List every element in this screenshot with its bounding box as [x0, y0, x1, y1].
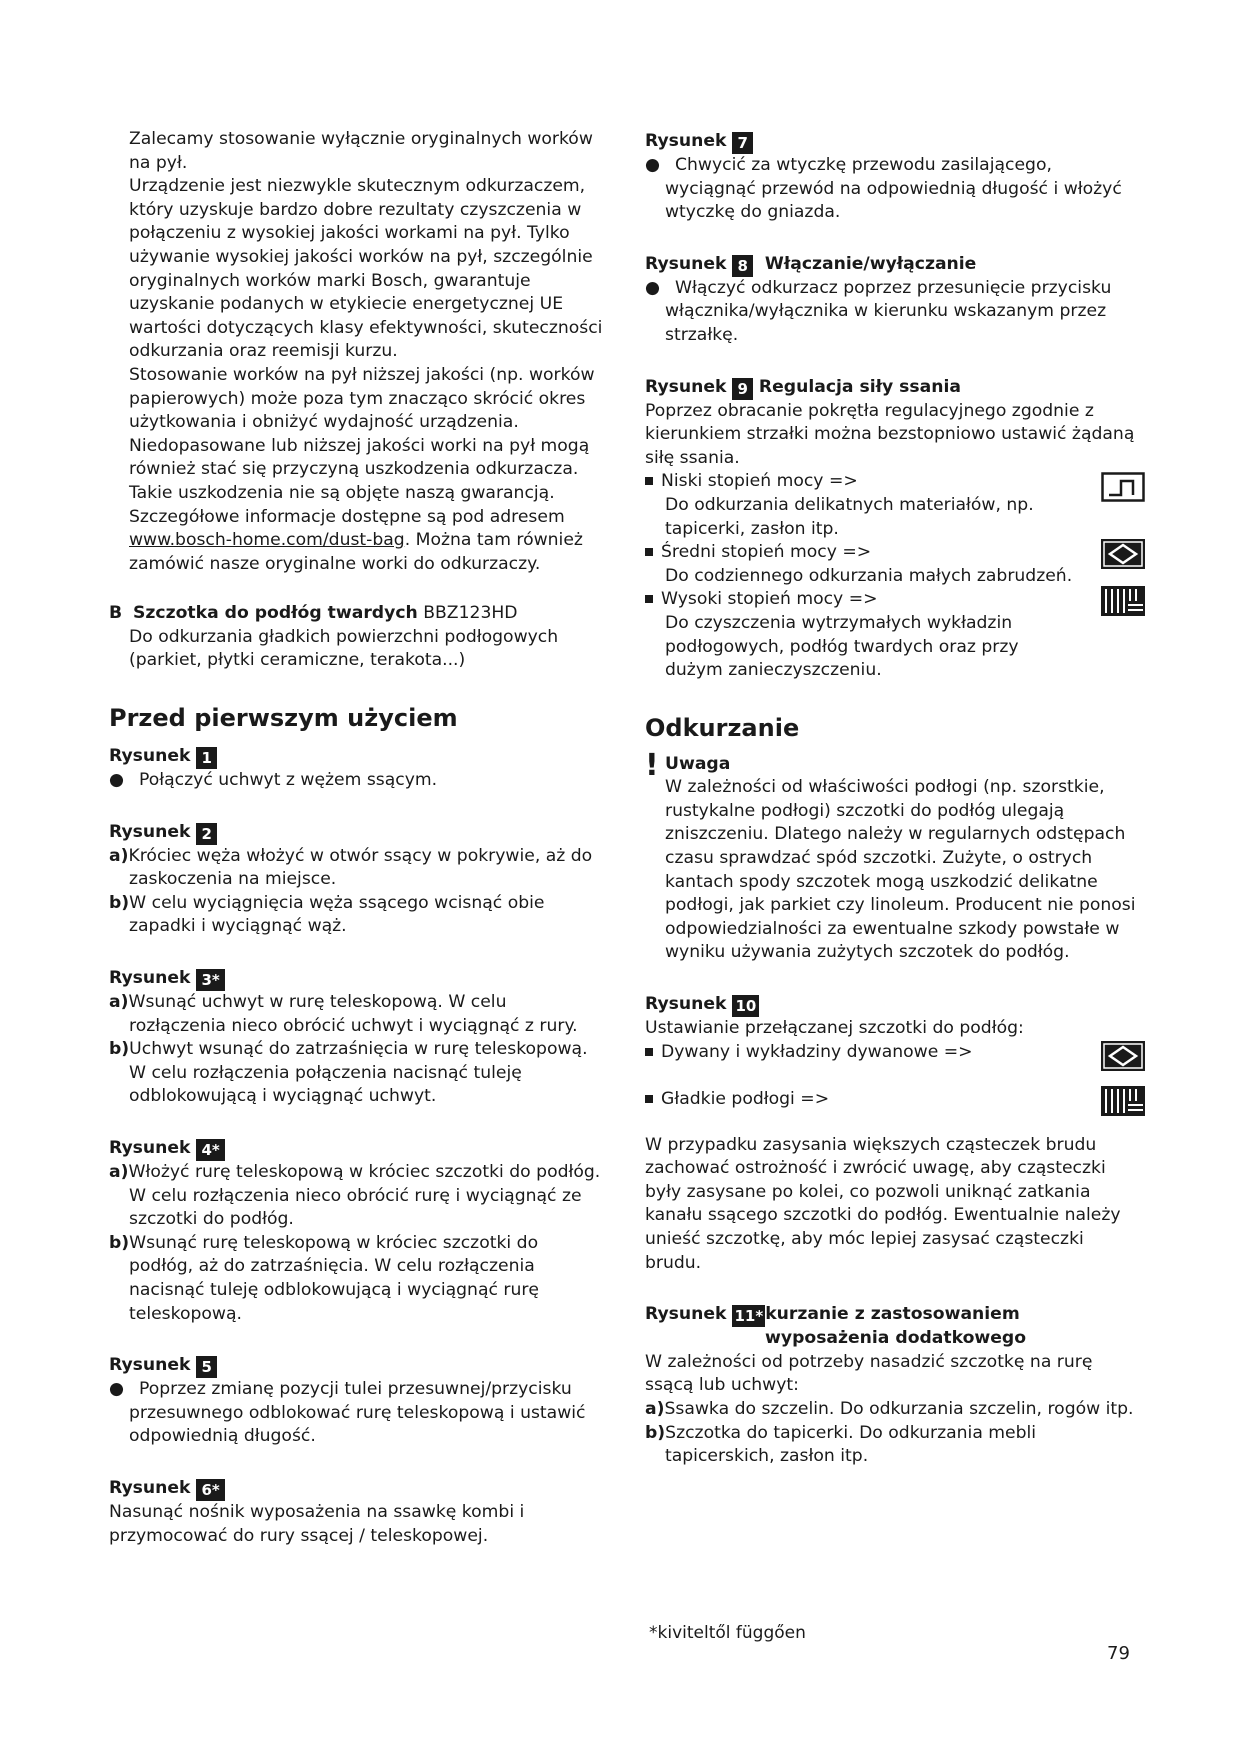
figure-11-title-1: kurzanie z zastosowaniem [765, 1304, 1020, 1325]
intro-paragraph-2: Urządzenie jest niezwykle skutecznym odkurzaczem, który uzyskuje bardzo dobre rezultaty czyszczenia w połączeniu z wysokiej jakości workami na pył. Tylko używanie wysokiej jakości worków na pył, szczególnie oryginalnych worków marki Bosch, gwarantuje uzyskanie podanych w etykiecie energetycznej UE wartości dotyczących klasy efektywności, skuteczności odkurzania oraz reemisji kurzu. [129, 176, 603, 362]
bullet-dot: ● [109, 1379, 124, 1400]
accessory-letter: B [109, 603, 123, 624]
dirt-paragraph: W przypadku zasysania większych cząsteczek brudu zachować ostrożność i zwrócić uwagę, aby cząsteczki były zasysane po kolei, co pozwoli uniknąć zatkania kanału ssącego szczotki do podłóg. Ewentualnie należy unieść szczotkę, aby móc lepiej zasysać cząsteczki brudu. [645, 1134, 1121, 1273]
figure-1-text: Połączyć uchwyt z wężem ssącym. [139, 770, 438, 791]
info-post: . Można tam również zamówić nasze oryginalne worki do odkurzaczy. [129, 530, 583, 574]
step-a-label: a) [109, 845, 129, 866]
bullet-square [645, 477, 653, 485]
brush-carpet-setting [645, 1041, 1145, 1088]
bullet-dot: ● [645, 277, 660, 298]
right-column [645, 128, 1145, 1469]
step-a-label: a) [109, 1162, 129, 1182]
figure-7-text: Chwycić za wtyczkę przewodu zasilającego, wyciągnąć przewód na odpowiednią długość i włożyć wtyczkę do gniazda. [665, 155, 1122, 223]
figure-number-badge: 5 [196, 1356, 216, 1378]
figure-label: Rysunek [645, 1304, 727, 1325]
power-level-low [645, 470, 1145, 541]
figure-3 [109, 965, 607, 1109]
figure-number-badge: 9 [732, 378, 752, 400]
figure-1 [109, 743, 607, 793]
figure-3-step-b: Uchwyt wsunąć do zatrzaśnięcia w rurę teleskopową. [129, 1039, 588, 1060]
power-high-label: Wysoki stopień mocy => [661, 589, 878, 610]
bullet-square [645, 1095, 653, 1103]
figure-8-text: Włączyć odkurzacz poprzez przesunięcie przycisku włącznika/wyłącznika w kierunku wskazanym przez strzałkę. [665, 277, 1112, 345]
power-mid-desc: Do codziennego odkurzania małych zabrudzeń. [665, 565, 1073, 586]
figure-label: Rysunek [109, 821, 191, 842]
warning-title: Uwaga [665, 753, 731, 774]
bullet-dot: ● [645, 155, 660, 175]
high-power-icon [1101, 586, 1145, 616]
figure-5-text: Poprzez zmianę pozycji tulei przesuwnej/przycisku przesuwnego odblokować rurę teleskopową i ustawić odpowiednią długość. [129, 1379, 586, 1447]
figure-label: Rysunek [109, 1477, 191, 1498]
figure-2-step-a: Króciec węża włożyć w otwór ssący w pokrywie, aż do zaskoczenia na miejsce. [128, 845, 593, 890]
brush-smooth-setting [645, 1088, 1145, 1128]
figure-label: Rysunek [645, 253, 727, 274]
figure-11 [645, 1301, 1145, 1469]
intro-paragraph-3: Stosowanie worków na pył niższej jakości (np. worków papierowych) może poza tym znacząco skrócić okres użytkowania i obniżyć wydajność urządzenia. Niedopasowane lub niższej jakości worki na pył mogą również stać się przyczyną uszkodzenia odkurzacza. Takie uszkodzenia nie są objęte naszą gwarancją. [129, 364, 595, 503]
figure-9 [645, 374, 1145, 683]
figure-9-intro: Poprzez obracanie pokrętła regulacyjnego zgodnie z kierunkiem strzałki można bezstopniowo ustawić żądaną siłę ssania. [645, 400, 1135, 468]
figure-11-title-2: wyposażenia dodatkowego [765, 1328, 1027, 1349]
warning-icon: ! [645, 747, 659, 783]
step-b-label: b) [109, 1232, 130, 1253]
figure-label: Rysunek [109, 1138, 191, 1158]
figure-label: Rysunek [109, 968, 191, 989]
figure-number-badge: 4* [196, 1139, 224, 1161]
bullet-square [645, 548, 653, 556]
warning-block [645, 747, 1145, 965]
info-pre: Szczegółowe informacje dostępne są pod adresem [129, 506, 565, 527]
left-column [109, 128, 607, 1548]
figure-11-intro: W zależności od potrzeby nasadzić szczotkę na rurę ssącą lub uchwyt: [645, 1351, 1093, 1396]
smooth-floor-icon [1101, 1086, 1145, 1116]
figure-number-badge: 10 [732, 995, 759, 1017]
carpet-label: Dywany i wykładziny dywanowe => [661, 1041, 973, 1062]
power-high-desc: Do czyszczenia wytrzymałych wykładzin podłogowych, podłóg twardych oraz przy dużym zanieczyszczeniu. [665, 612, 1019, 681]
step-a-label: a) [645, 1398, 665, 1419]
mid-power-icon [1101, 539, 1145, 569]
low-power-icon [1101, 472, 1145, 502]
bullet-square [645, 595, 653, 603]
step-b-label: b) [109, 892, 130, 913]
figure-3-step-a: Wsunąć uchwyt w rurę teleskopową. W celu rozłączenia nieco obrócić uchwyt i wyciągnąć z rury. [128, 992, 578, 1036]
figure-4-step-b: Wsunąć rurę teleskopową w króciec szczotki do podłóg, aż do zatrzaśnięcia. W celu rozłączenia nacisnąć tuleję odblokowującą i wyciągnąć rurę teleskopową. [129, 1232, 539, 1324]
figure-3-step-b-cont: W celu rozłączenia połączenia nacisnąć tuleję odblokowującą i wyciągnąć uchwyt. [129, 1062, 522, 1107]
power-low-desc: Do odkurzania delikatnych materiałów, np. tapicerki, zasłon itp. [665, 494, 1034, 539]
figure-11-step-a: Ssawka do szczelin. Do odkurzania szczelin, rogów itp. [664, 1398, 1134, 1419]
figure-11-step-b: Szczotka do tapicerki. Do odkurzania mebli tapicerskich, zasłon itp. [665, 1422, 1037, 1467]
figure-label: Rysunek [109, 1355, 191, 1376]
intro-paragraph-1: Zalecamy stosowanie wyłącznie oryginalnych worków na pył. [129, 129, 593, 173]
page-number: 79 [1107, 1643, 1130, 1664]
figure-8-title: Włączanie/wyłączanie [764, 253, 977, 274]
warning-text: W zależności od właściwości podłogi (np. szorstkie, rustykalne podłogi) szczotki do podłóg ulegają zniszczeniu. Dlatego należy w regularnych odstępach czasu sprawdzać spód szczotki. Zużyte, o ostrych kantach spody szczotek mogą uszkodzić delikatne podłogi, jak parkiet czy linoleum. Producent nie ponosi odpowiedzialności za ewentualne szkody powstałe w wyniku używania zużytych szczotek do podłóg. [665, 777, 1136, 963]
info-paragraph [109, 506, 607, 577]
section-title-before-use: Przed pierwszym użyciem [109, 704, 458, 733]
figure-number-badge: 3* [196, 969, 224, 991]
figure-4 [109, 1135, 607, 1326]
figure-label: Rysunek [645, 376, 727, 397]
footnote: *kiviteltől függően [649, 1623, 806, 1643]
section-title-vacuuming: Odkurzanie [645, 713, 800, 742]
figure-number-badge: 2 [196, 823, 216, 845]
bullet-square [645, 1048, 653, 1056]
figure-5 [109, 1352, 607, 1449]
carpet-icon [1101, 1041, 1145, 1071]
power-mid-label: Średni stopień mocy => [661, 542, 872, 563]
figure-6 [109, 1475, 607, 1548]
figure-4-step-a: Włożyć rurę teleskopową w króciec szczotki do podłóg. W celu rozłączenia nieco obrócić rurę i wyciągnąć ze szczotki do podłóg. [128, 1162, 601, 1230]
figure-number-badge: 8 [732, 255, 752, 277]
figure-8 [645, 251, 1145, 348]
dust-bag-link[interactable]: www.bosch-home.com/dust-bag [129, 530, 405, 551]
step-b-label: b) [645, 1422, 666, 1443]
power-level-high [645, 588, 1145, 682]
figure-7 [645, 128, 1145, 225]
figure-6-text: Nasunąć nośnik wyposażenia na ssawkę kombi i przymocować do rury ssącej / teleskopowej. [109, 1501, 525, 1546]
accessory-title: Szczotka do podłóg twardych [133, 603, 418, 624]
figure-number-badge: 1 [196, 747, 216, 769]
figure-number-badge: 7 [732, 132, 752, 154]
figure-label: Rysunek [645, 994, 727, 1015]
accessory-desc: Do odkurzania gładkich powierzchni podłogowych (parkiet, płytki ceramiczne, terakota...) [129, 626, 559, 671]
step-b-label: b) [109, 1039, 130, 1060]
accessory-b [109, 602, 607, 673]
figure-2-step-b: W celu wyciągnięcia węża ssącego wcisnąć obie zapadki i wyciągnąć wąż. [129, 892, 545, 937]
step-a-label: a) [109, 992, 129, 1013]
power-level-mid [645, 541, 1145, 588]
figure-2 [109, 819, 607, 939]
figure-10-intro: Ustawianie przełączanej szczotki do podłóg: [645, 1018, 1024, 1039]
figure-label: Rysunek [645, 131, 727, 151]
figure-number-badge: 11* [734, 1307, 764, 1326]
power-low-label: Niski stopień mocy => [661, 471, 858, 492]
accessory-model: BBZ123HD [423, 603, 518, 624]
figure-number-badge: 6* [196, 1479, 224, 1501]
smooth-label: Gładkie podłogi => [661, 1088, 830, 1109]
bullet-dot: ● [109, 770, 124, 791]
figure-10 [645, 991, 1145, 1275]
figure-label: Rysunek [109, 746, 191, 767]
figure-9-title: Regulacja siły ssania [758, 376, 961, 397]
